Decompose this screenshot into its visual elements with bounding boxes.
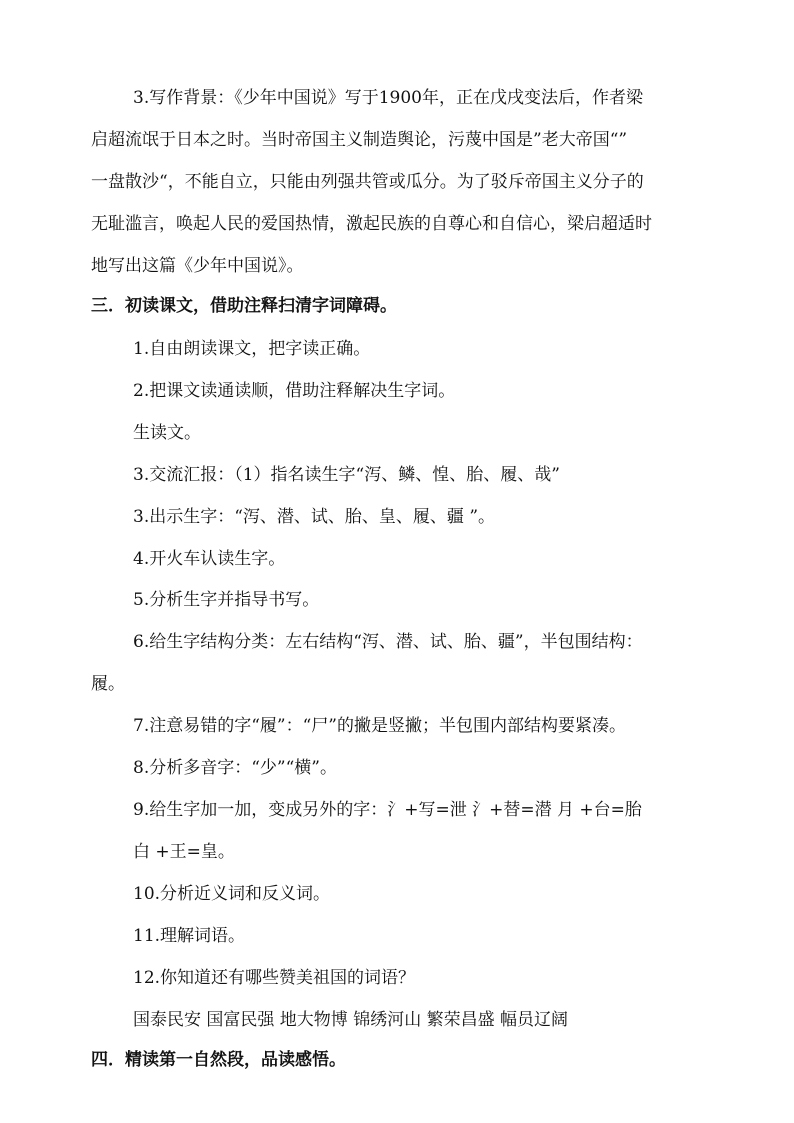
step-4: 4.开火车认读生字。: [133, 549, 286, 569]
step-3-display: 3.出示生字：“泻、潜、试、胎、皇、履、疆 ”。: [133, 507, 496, 527]
background-line-4: 无耻滥言，唤起人民的爱国热情，激起民族的自尊心和自信心，梁启超适时: [91, 214, 652, 234]
background-line-2: 启超流氓于日本之时。当时帝国主义制造舆论，污蔑中国是”老大帝国“”: [91, 130, 628, 150]
background-line-1: 3.写作背景：《少年中国说》写于1900年，正在戊戌变法后，作者梁: [133, 88, 643, 108]
step-3: 3.交流汇报：（1）指名读生字“泻、鳞、惶、胎、履、哉”: [133, 465, 560, 485]
step-9-cont: 白 +王=皇。: [133, 842, 235, 862]
step-12-words: 国泰民安 国富民强 地大物博 锦绣河山 繁荣昌盛 幅员辽阔: [133, 1010, 569, 1030]
step-2-note: 生读文。: [133, 423, 201, 443]
step-2: 2.把课文读通读顺，借助注释解决生字词。: [133, 381, 456, 401]
step-11: 11.理解词语。: [133, 926, 246, 946]
step-12: 12.你知道还有哪些赞美祖国的词语？: [133, 968, 416, 988]
step-6: 6.给生字结构分类：左右结构“泻、潜、试、胎、疆”，半包围结构：: [133, 632, 643, 652]
step-8: 8.分析多音字：“少”“横”。: [133, 758, 337, 778]
background-line-3: 一盘散沙“，不能自立，只能由列强共管或瓜分。为了驳斥帝国主义分子的: [91, 172, 644, 192]
step-6-cont: 履。: [91, 674, 125, 694]
step-10: 10.分析近义词和反义词。: [133, 884, 331, 904]
step-7: 7.注意易错的字“履”：“尸”的撇是竖撇；半包围内部结构要紧凑。: [133, 716, 626, 736]
section-heading-3: 三．初读课文，借助注释扫清字词障碍。: [91, 296, 397, 316]
section-heading-4: 四．精读第一自然段，品读感悟。: [91, 1050, 346, 1070]
step-1: 1.自由朗读课文，把字读正确。: [133, 339, 371, 359]
step-5: 5.分析生字并指导书写。: [133, 590, 320, 610]
background-line-5: 地写出这篇《少年中国说》。: [91, 256, 304, 276]
step-9: 9.给生字加一加，变成另外的字：氵+写=泄 氵+替=潜 月 +台=胎: [133, 800, 642, 820]
